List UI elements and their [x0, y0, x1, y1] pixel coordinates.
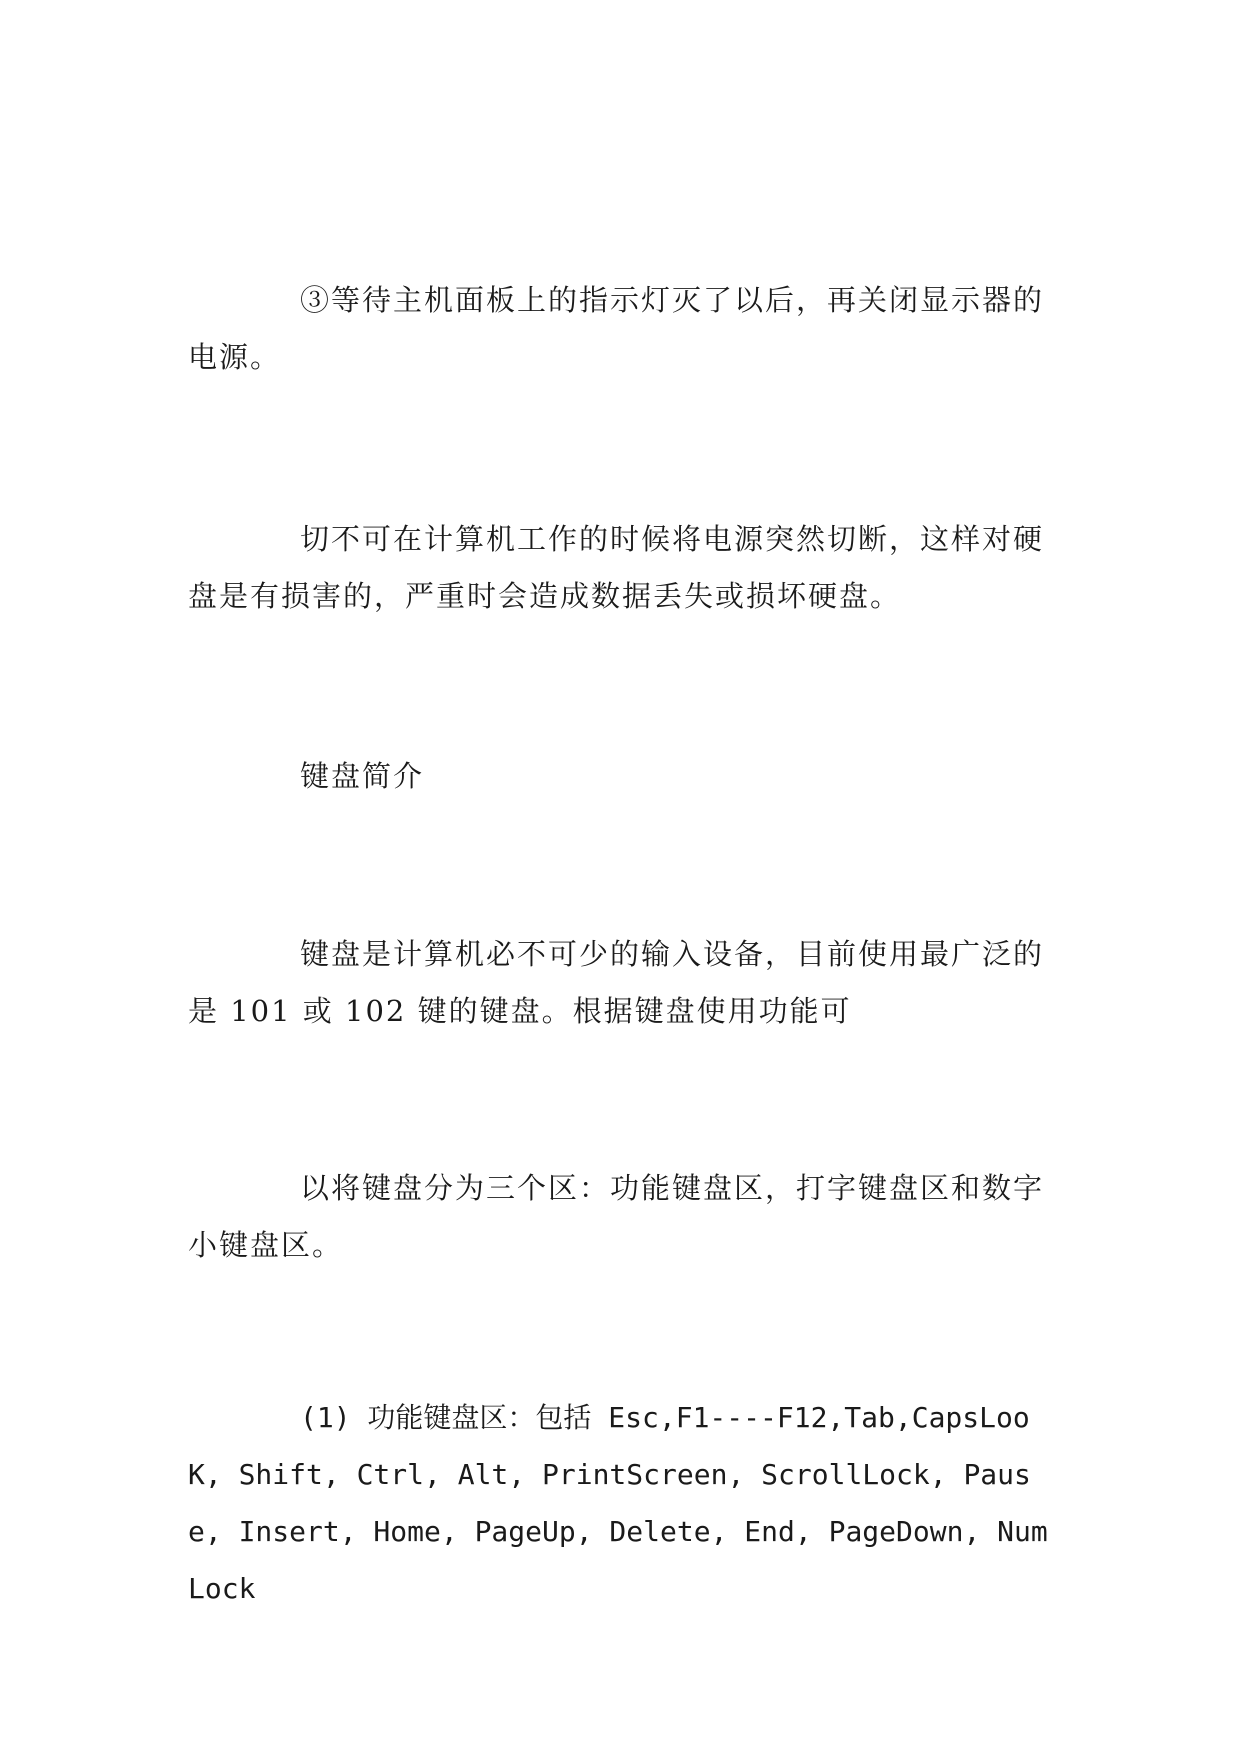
paragraph-function-keys: (1) 功能键盘区：包括 Esc,F1----F12,Tab,CapsLooK, Shift, Ctrl, Alt, PrintScreen, ScrollLock, Pause, Insert, Home, PageUp, Delete, End, PageDown, NumLock — [188, 1401, 1048, 1605]
paragraph-keyboard-description: 键盘是计算机必不可少的输入设备，目前使用最广泛的是 101 或 102 键的键盘。根据键盘使用功能可 — [188, 937, 1045, 1028]
section-heading-keyboard-intro: 键盘简介 — [300, 759, 425, 793]
paragraph-keyboard-zones: 以将键盘分为三个区：功能键盘区，打字键盘区和数字小键盘区。 — [188, 1171, 1045, 1262]
paragraph-power-warning: 切不可在计算机工作的时候将电源突然切断，这样对硬盘是有损害的，严重时会造成数据丢失或损坏硬盘。 — [188, 522, 1045, 613]
paragraph-shutdown-step: ③等待主机面板上的指示灯灭了以后，再关闭显示器的电源。 — [188, 283, 1045, 374]
